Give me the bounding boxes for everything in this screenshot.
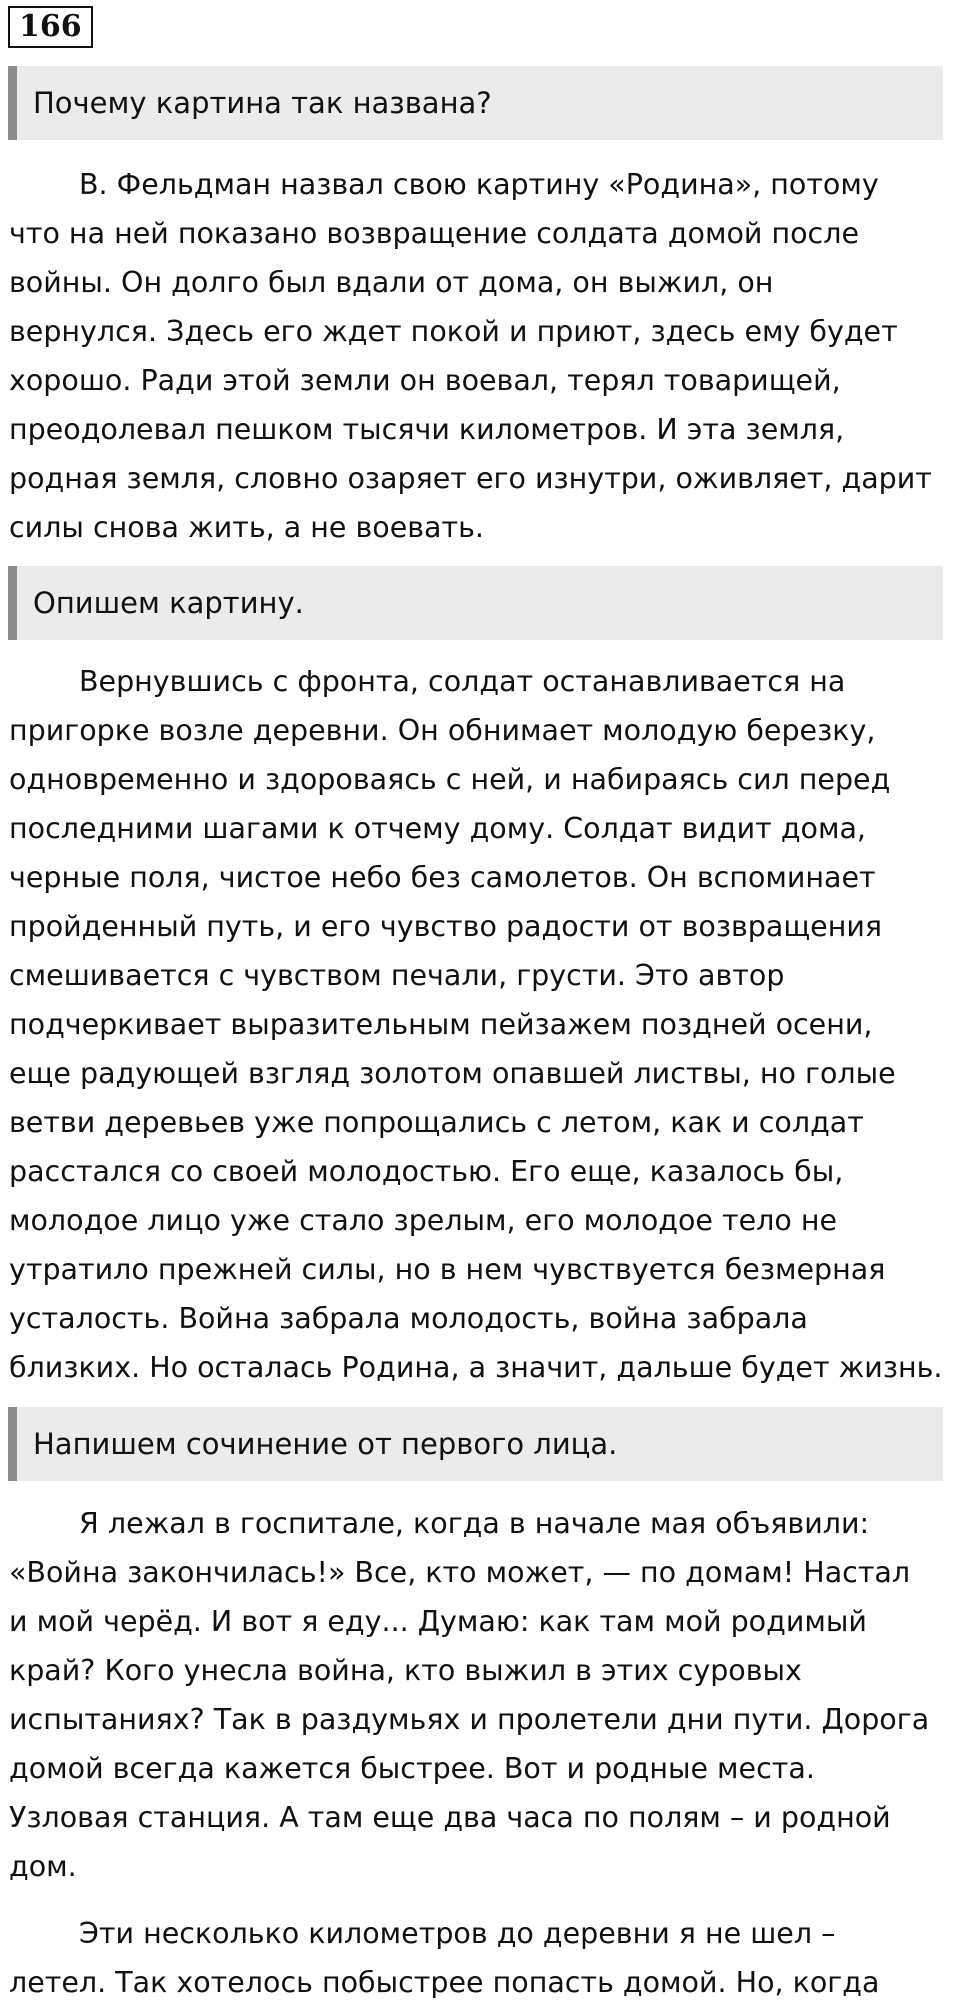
section-heading-essay: Напишем сочинение от первого лица.: [8, 1407, 943, 1481]
text-line: вернулся. Здесь его ждет покой и приют, здесь ему будет: [9, 315, 898, 348]
text-line: еще радующей взгляд золотом опавшей листвы, но голые: [9, 1057, 896, 1090]
text-line: преодолевал пешком тысячи километров. И эта земля,: [9, 413, 845, 446]
text-line: родная земля, словно озаряет его изнутри, оживляет, дарит: [9, 462, 932, 495]
text-line: ветви деревьев уже попрощались с летом, как и солдат: [9, 1106, 864, 1139]
text-line: испытаниях? Так в раздумьях и пролетели дни пути. Дорога: [9, 1703, 930, 1736]
paragraph-title-answer: [9, 160, 954, 552]
text-line: последними шагами к отчему дому. Солдат видит дома,: [9, 812, 866, 845]
text-line: близких. Но осталась Родина, а значит, дальше будет жизнь.: [9, 1351, 943, 1384]
section-heading-describe: Опишем картину.: [8, 566, 943, 640]
text-line: пригорке возле деревни. Он обнимает молодую березку,: [9, 714, 876, 747]
text-line: одновременно и здороваясь с ней, и набираясь сил перед: [9, 763, 891, 796]
text-line: хорошо. Ради этой земли он воевал, терял товарищей,: [9, 364, 841, 397]
text-line: подчеркивает выразительным пейзажем поздней осени,: [9, 1008, 873, 1041]
section-heading-title-question: Почему картина так названа?: [8, 66, 943, 140]
paragraph-essay-1: [9, 1499, 954, 1891]
text-line: войны. Он долго был вдали от дома, он выжил, он: [9, 266, 774, 299]
text-line: Эти несколько километров до деревни я не шел –: [79, 1917, 836, 1950]
text-line: край? Кого унесла война, кто выжил в этих суровых: [9, 1654, 802, 1687]
text-line: силы снова жить, а не воевать.: [9, 511, 484, 544]
text-line: «Война закончилась!» Все, кто может, — по домам! Настал: [9, 1556, 911, 1589]
text-line: дом.: [9, 1850, 77, 1883]
text-line: пройденный путь, и его чувство радости от возвращения: [9, 910, 883, 943]
text-line: молодое лицо уже стало зрелым, его молодое тело не: [9, 1204, 838, 1237]
text-line: утратило прежней силы, но в нем чувствуется безмерная: [9, 1253, 886, 1286]
text-line: Я лежал в госпитале, когда в начале мая объявили:: [79, 1507, 870, 1540]
text-line: смешивается с чувством печали, грусти. Это автор: [9, 959, 785, 992]
text-line: и мой черёд. И вот я еду... Думаю: как там мой родимый: [9, 1605, 867, 1638]
text-line: черные поля, чистое небо без самолетов. Он вспоминает: [9, 861, 876, 894]
text-line: Вернувшись с фронта, солдат останавливается на: [79, 665, 846, 698]
paragraph-essay-2: [9, 1909, 954, 2000]
text-line: летел. Так хотелось побыстрее попасть домой. Но, когда: [9, 1966, 880, 1999]
text-line: В. Фельдман назвал свою картину «Родина», потому: [79, 168, 879, 201]
text-line: расстался со своей молодостью. Его еще, казалось бы,: [9, 1155, 844, 1188]
text-line: что на ней показано возвращение солдата домой после: [9, 217, 859, 250]
text-line: усталость. Война забрала молодость, война забрала: [9, 1302, 808, 1335]
page-number: 166: [8, 6, 93, 48]
text-line: Узловая станция. А там еще два часа по полям – и родной: [9, 1801, 891, 1834]
text-line: домой всегда кажется быстрее. Вот и родные места.: [9, 1752, 815, 1785]
paragraph-description: [9, 657, 954, 1392]
